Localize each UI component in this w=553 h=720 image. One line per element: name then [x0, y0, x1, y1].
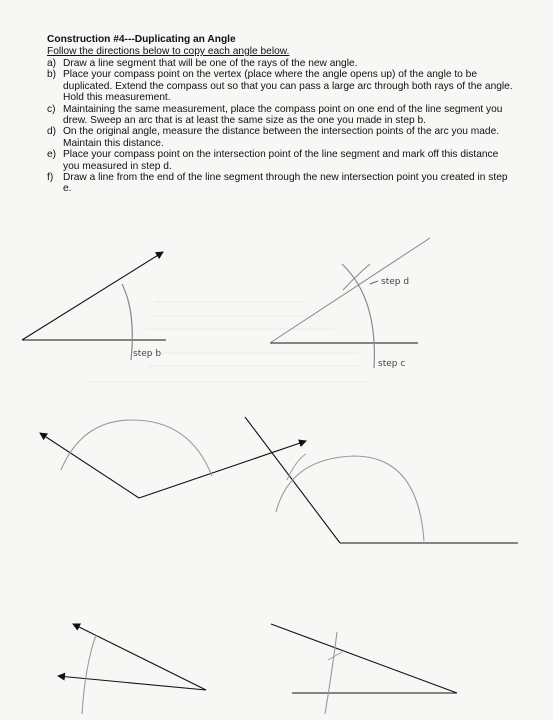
- obtuse-copy-arc: [276, 456, 424, 541]
- step-letter: c): [47, 103, 56, 115]
- acute-upper-ray: [73, 624, 206, 690]
- wide-angle-right-ray: [139, 441, 306, 498]
- step-text: On the original angle, measure the distance between the intersection points of the arc you made. Maintain this distance.: [63, 126, 500, 149]
- step-text: Place your compass point on the intersection point of the line segment and mark off this distance you measured in step d.: [63, 149, 499, 172]
- example-original-angle: [22, 252, 166, 360]
- example-obtuse-copy: [245, 417, 518, 543]
- step-text: Draw a line from the end of the line segment through the new intersection point you created in step e.: [63, 172, 508, 195]
- wide-angle-arc: [61, 420, 212, 476]
- step-letter: e): [47, 149, 57, 161]
- wide-angle-left-ray: [40, 433, 139, 498]
- worksheet-title: Construction #4---Duplicating an Angle: [47, 34, 236, 45]
- example-wide-angle: [40, 420, 306, 498]
- step-text: Maintaining the same measurement, place the compass point on one end of the line segment you drew. Sweep an arc that is at least the same size as the one you made in step b.: [63, 103, 503, 127]
- step-letter: f): [47, 172, 54, 184]
- copy-new-ray: [270, 238, 430, 343]
- acute-lower-ray: [58, 676, 206, 690]
- step-b-label: step b: [133, 349, 162, 359]
- example-acute-copy: [271, 624, 457, 714]
- angle-ray-top: [22, 252, 163, 340]
- worksheet-instructions: Follow the directions below to copy each angle below.: [47, 46, 290, 57]
- step-letter: d): [47, 126, 57, 138]
- step-text: Draw a line segment that will be one of the rays of the new angle.: [63, 58, 358, 69]
- acute-copy-ray: [271, 624, 457, 693]
- acute-arc: [82, 635, 96, 714]
- example-acute-angle: [58, 624, 206, 714]
- step-letter: b): [47, 69, 57, 81]
- step-text: Place your compass point on the vertex (place where the angle opens up) of the angle to be duplicated. Extend the compass out so that you can pass a large arc through both rays of the angle. Hold this measurement.: [63, 69, 513, 104]
- step-d-label: step d: [381, 277, 410, 287]
- step-c-label: step c: [378, 359, 406, 369]
- example-copied-angle: [270, 238, 430, 369]
- step-d-tick: [370, 281, 378, 284]
- step-letter: a): [47, 58, 57, 69]
- compass-arc: [122, 284, 132, 360]
- acute-copy-mark: [328, 652, 342, 660]
- copy-arc: [342, 264, 374, 368]
